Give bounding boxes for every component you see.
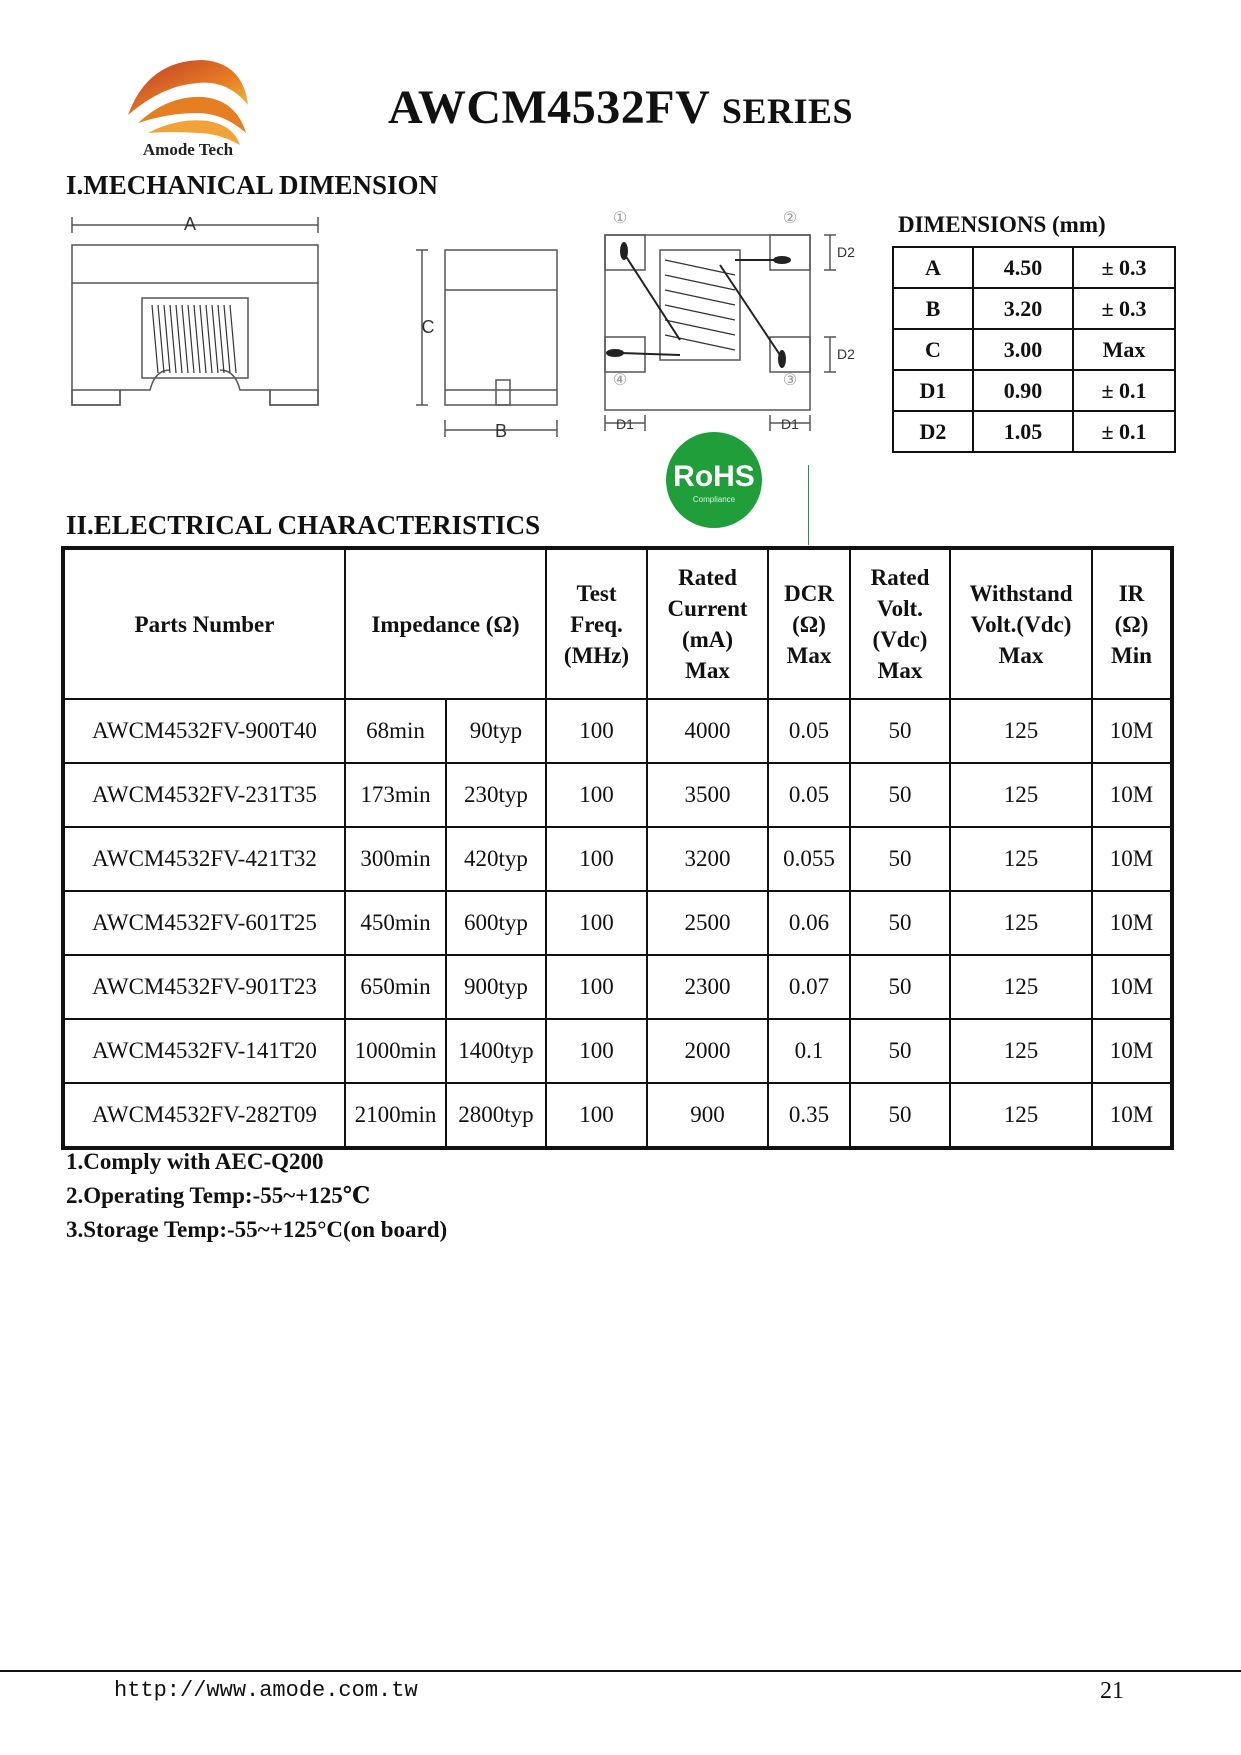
side-view bbox=[416, 250, 557, 441]
cell-part-number: AWCM4532FV-901T23 bbox=[63, 955, 345, 1019]
label-d2-lower: D2 bbox=[837, 346, 855, 362]
cell-ir: 10M bbox=[1092, 891, 1172, 955]
cell-ir: 10M bbox=[1092, 827, 1172, 891]
section-electrical-title: II.ELECTRICAL CHARACTERISTICS bbox=[66, 510, 541, 540]
cell-test-freq: 100 bbox=[546, 1083, 647, 1148]
cell-impedance-min: 450min bbox=[345, 891, 446, 955]
cell-part-number: AWCM4532FV-601T25 bbox=[63, 891, 345, 955]
cell-withstand-volt: 125 bbox=[950, 699, 1092, 763]
cell-rated-volt: 50 bbox=[850, 891, 950, 955]
title-main: AWCM4532FV bbox=[387, 81, 710, 134]
cell-rated-current: 900 bbox=[647, 1083, 768, 1148]
note-item: 1.Comply with AEC-Q200 bbox=[66, 1149, 324, 1174]
cell-test-freq: 100 bbox=[546, 1019, 647, 1083]
header-withstand-volt: Withstand Volt.(Vdc) Max bbox=[950, 548, 1092, 699]
label-c: C bbox=[421, 317, 435, 337]
cell-withstand-volt: 125 bbox=[950, 1083, 1092, 1148]
mechanical-drawings bbox=[60, 205, 860, 445]
cell-rated-volt: 50 bbox=[850, 1019, 950, 1083]
cell-dcr: 0.35 bbox=[768, 1083, 850, 1148]
dimensions-table bbox=[892, 246, 1176, 453]
table-row bbox=[63, 891, 1172, 955]
dim-tolerance: ± 0.1 bbox=[1073, 411, 1175, 452]
cell-rated-current: 2300 bbox=[647, 955, 768, 1019]
cell-withstand-volt: 125 bbox=[950, 827, 1092, 891]
cell-part-number: AWCM4532FV-421T32 bbox=[63, 827, 345, 891]
rohs-subtext: Compliance bbox=[692, 495, 736, 504]
table-row bbox=[63, 699, 1172, 763]
cell-test-freq: 100 bbox=[546, 827, 647, 891]
cell-test-freq: 100 bbox=[546, 891, 647, 955]
cell-part-number: AWCM4532FV-282T09 bbox=[63, 1083, 345, 1148]
dim-row bbox=[893, 370, 1175, 411]
cell-dcr: 0.05 bbox=[768, 699, 850, 763]
cell-impedance-typ: 900typ bbox=[446, 955, 546, 1019]
page-title bbox=[0, 80, 1241, 135]
note-item: 3.Storage Temp:-55~+125°C(on board) bbox=[66, 1217, 448, 1242]
dim-row bbox=[893, 329, 1175, 370]
cell-impedance-typ: 600typ bbox=[446, 891, 546, 955]
cell-impedance-typ: 420typ bbox=[446, 827, 546, 891]
cell-rated-current: 2000 bbox=[647, 1019, 768, 1083]
header-ir: IR (Ω) Min bbox=[1092, 548, 1172, 699]
header-rated-volt: Rated Volt. (Vdc) Max bbox=[850, 548, 950, 699]
cell-rated-current: 3200 bbox=[647, 827, 768, 891]
dim-label: D1 bbox=[893, 370, 973, 411]
cell-impedance-typ: 230typ bbox=[446, 763, 546, 827]
cell-rated-volt: 50 bbox=[850, 955, 950, 1019]
cell-part-number: AWCM4532FV-141T20 bbox=[63, 1019, 345, 1083]
cell-impedance-min: 650min bbox=[345, 955, 446, 1019]
header-impedance: Impedance (Ω) bbox=[345, 548, 546, 699]
dim-row bbox=[893, 247, 1175, 288]
dim-tolerance: ± 0.3 bbox=[1073, 247, 1175, 288]
rohs-divider bbox=[808, 465, 809, 545]
cell-withstand-volt: 125 bbox=[950, 1019, 1092, 1083]
cell-rated-volt: 50 bbox=[850, 763, 950, 827]
cell-ir: 10M bbox=[1092, 763, 1172, 827]
dim-label: D2 bbox=[893, 411, 973, 452]
cell-ir: 10M bbox=[1092, 1019, 1172, 1083]
pin-2-label: ② bbox=[782, 210, 798, 227]
cell-rated-current: 4000 bbox=[647, 699, 768, 763]
cell-impedance-typ: 1400typ bbox=[446, 1019, 546, 1083]
cell-test-freq: 100 bbox=[546, 763, 647, 827]
cell-test-freq: 100 bbox=[546, 699, 647, 763]
dim-row bbox=[893, 288, 1175, 329]
cell-test-freq: 100 bbox=[546, 955, 647, 1019]
section-mechanical-title: I.MECHANICAL DIMENSION bbox=[66, 170, 439, 200]
cell-rated-volt: 50 bbox=[850, 827, 950, 891]
cell-rated-volt: 50 bbox=[850, 699, 950, 763]
dim-value: 4.50 bbox=[973, 247, 1073, 288]
table-header-row bbox=[63, 548, 1172, 699]
pin-1-label: ① bbox=[612, 210, 628, 227]
cell-impedance-min: 173min bbox=[345, 763, 446, 827]
table-row bbox=[63, 763, 1172, 827]
note-item: 2.Operating Temp:-55~+125℃ bbox=[66, 1183, 371, 1208]
front-view bbox=[72, 214, 318, 405]
title-series: SERIES bbox=[721, 91, 853, 131]
notes-list bbox=[66, 1145, 447, 1247]
cell-dcr: 0.06 bbox=[768, 891, 850, 955]
dim-tolerance: Max bbox=[1073, 329, 1175, 370]
rohs-text: RoHS bbox=[673, 460, 755, 493]
pin-4-label: ④ bbox=[612, 372, 628, 389]
header-test-freq: Test Freq. (MHz) bbox=[546, 548, 647, 699]
footer-url[interactable]: http://www.amode.com.tw bbox=[114, 1678, 418, 1703]
cell-impedance-typ: 2800typ bbox=[446, 1083, 546, 1148]
cell-impedance-typ: 90typ bbox=[446, 699, 546, 763]
dim-tolerance: ± 0.3 bbox=[1073, 288, 1175, 329]
dim-tolerance: ± 0.1 bbox=[1073, 370, 1175, 411]
table-row bbox=[63, 1083, 1172, 1148]
dim-value: 3.20 bbox=[973, 288, 1073, 329]
dim-label: C bbox=[893, 329, 973, 370]
cell-withstand-volt: 125 bbox=[950, 955, 1092, 1019]
cell-dcr: 0.1 bbox=[768, 1019, 850, 1083]
dim-label: B bbox=[893, 288, 973, 329]
footer-divider bbox=[0, 1670, 1241, 1672]
table-row bbox=[63, 1019, 1172, 1083]
header-rated-current: Rated Current (mA) Max bbox=[647, 548, 768, 699]
electrical-table bbox=[61, 546, 1174, 1150]
cell-impedance-min: 68min bbox=[345, 699, 446, 763]
dim-row bbox=[893, 411, 1175, 452]
bottom-view bbox=[605, 210, 855, 432]
dim-value: 3.00 bbox=[973, 329, 1073, 370]
cell-rated-current: 3500 bbox=[647, 763, 768, 827]
label-d1-right: D1 bbox=[781, 416, 799, 432]
cell-dcr: 0.055 bbox=[768, 827, 850, 891]
logo-text: Amode Tech bbox=[142, 140, 234, 159]
pin-3-label: ③ bbox=[782, 372, 798, 389]
label-d1: D1 bbox=[616, 416, 634, 432]
dim-value: 1.05 bbox=[973, 411, 1073, 452]
label-d2: D2 bbox=[837, 244, 855, 260]
cell-dcr: 0.07 bbox=[768, 955, 850, 1019]
cell-impedance-min: 300min bbox=[345, 827, 446, 891]
cell-withstand-volt: 125 bbox=[950, 763, 1092, 827]
header-dcr: DCR (Ω) Max bbox=[768, 548, 850, 699]
cell-ir: 10M bbox=[1092, 955, 1172, 1019]
cell-part-number: AWCM4532FV-900T40 bbox=[63, 699, 345, 763]
dim-label: A bbox=[893, 247, 973, 288]
cell-withstand-volt: 125 bbox=[950, 891, 1092, 955]
table-row bbox=[63, 827, 1172, 891]
label-a: A bbox=[183, 214, 197, 234]
rohs-badge bbox=[664, 430, 764, 530]
dim-value: 0.90 bbox=[973, 370, 1073, 411]
cell-dcr: 0.05 bbox=[768, 763, 850, 827]
page-number: 21 bbox=[1100, 1678, 1124, 1704]
table-row bbox=[63, 955, 1172, 1019]
cell-ir: 10M bbox=[1092, 699, 1172, 763]
label-b: B bbox=[494, 421, 508, 441]
cell-rated-current: 2500 bbox=[647, 891, 768, 955]
cell-impedance-min: 1000min bbox=[345, 1019, 446, 1083]
cell-impedance-min: 2100min bbox=[345, 1083, 446, 1148]
cell-rated-volt: 50 bbox=[850, 1083, 950, 1148]
dimensions-title: DIMENSIONS (mm) bbox=[898, 212, 1106, 237]
cell-part-number: AWCM4532FV-231T35 bbox=[63, 763, 345, 827]
cell-ir: 10M bbox=[1092, 1083, 1172, 1148]
header-part-number: Parts Number bbox=[63, 548, 345, 699]
